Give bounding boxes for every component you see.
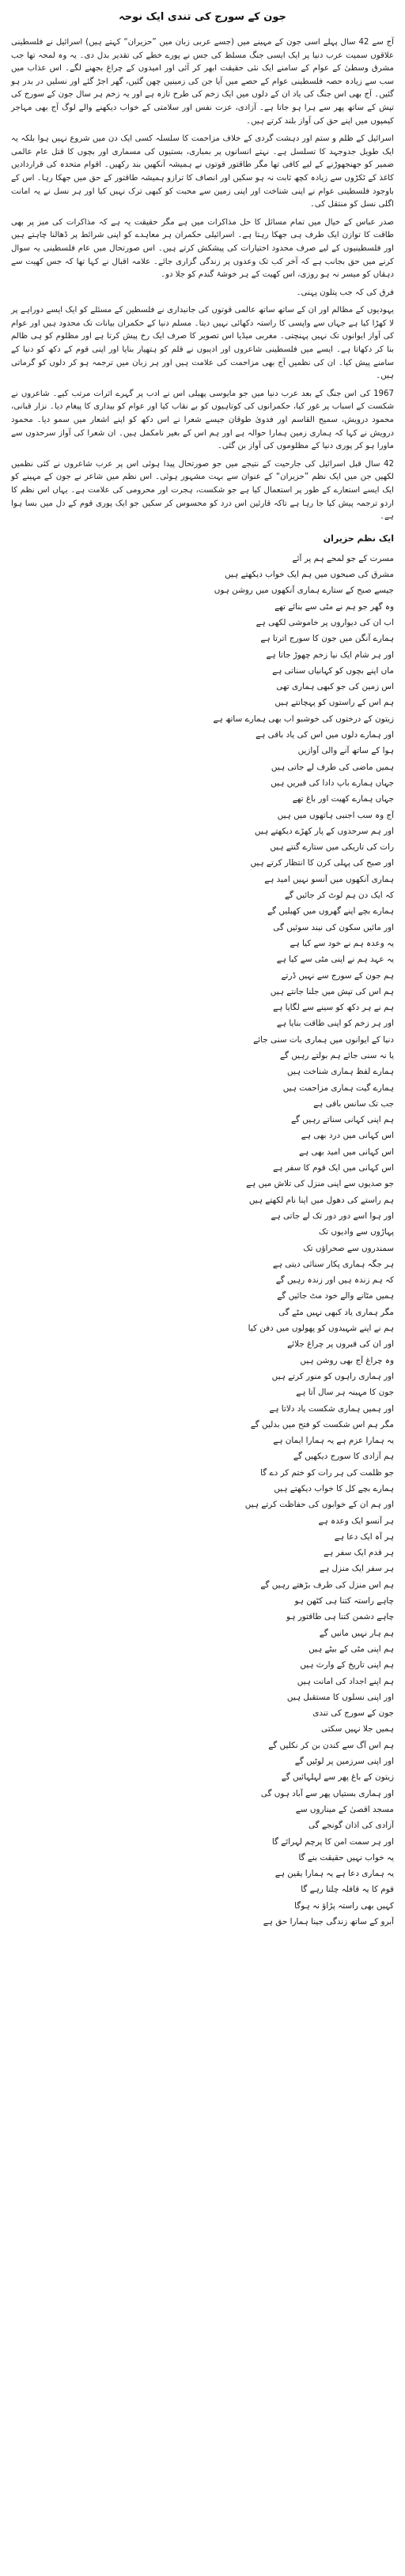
poem-line: مگر ہم اس شکست کو فتح میں بدلیں گے [250, 1419, 394, 1429]
poem-line: سمندروں سے صحراؤں تک [303, 1243, 394, 1253]
poem-line: اور صبح کی پہلی کرن کا انتظار کرتے ہیں [250, 858, 394, 868]
poem-line: ہم ہار نہیں مانیں گے [319, 1628, 394, 1638]
poem-line: پہاڑوں سے وادیوں تک [318, 1227, 394, 1237]
poem-line: ہر آہ ایک دعا ہے [334, 1531, 394, 1542]
poem-line: ہمیں جلا نہیں سکتی [321, 1724, 394, 1734]
poem-line: کہیں بھی راستہ پڑاؤ نہ ہوگا [294, 1900, 394, 1911]
poem-line: جون کا مہینہ ہر سال آتا ہے [296, 1388, 394, 1398]
poem-line: یا نہ سنی جائے ہم بولتے رہیں گے [279, 1050, 394, 1060]
poem-line: ہم اپنی مٹی کے بیٹے ہیں [308, 1644, 394, 1654]
poem-line: اور ہر شام ایک نیا زخم چھوڑ جاتا ہے [266, 650, 394, 660]
poem-line: ہر سفر ایک منزل ہے [320, 1564, 394, 1574]
poem-line: اب ان کی دیواروں پر خاموشی لکھی ہے [255, 617, 394, 627]
poem-line: ہمارے بچے کل کا خواب دیکھتے ہیں [274, 1484, 394, 1493]
poem-title: ایک نظم حزیران [323, 533, 394, 544]
poem-line: ہر قدم ایک سفر ہے [324, 1548, 394, 1558]
poem-line: یہ ہماری دعا ہے یہ ہمارا یقین ہے [274, 1869, 394, 1879]
poem-line: کہ ایک دن ہم لوٹ کر جائیں گے [284, 891, 394, 901]
poem-line: ہم نے ہر دکھ کو سینے سے لگایا ہے [273, 1003, 394, 1013]
poem-line: ہمیں مٹانے والے خود مٹ جائیں گے [277, 1291, 394, 1301]
poem-line: ہم اس کے راستوں کو پہچانتے ہیں [274, 698, 394, 708]
article-body [11, 36, 394, 524]
poem-line: کہ ہم زندہ ہیں اور زندہ رہیں گے [275, 1275, 394, 1286]
poem-line: ہم راستے کی دھول میں اپنا نام لکھتے ہیں [248, 1195, 394, 1205]
article-paragraph: آج سے 42 سال پہلے اسی جون کے مہینے میں (جسے عربی زبان میں ”حزیران“ کہتے ہیں) اسرائیل نے فلسطینی علاقوں سمیت عرب دنیا پر ایک ایسی جنگ مسلط کی جس نے پورے خطے کی تقدیر بدل دی۔ یہ وہ لمحہ تھا جب مشرق وسطیٰ کے عوام کے سامنے ایک نئی حقیقت ابھر کر آئی اور امیدوں کے چراغ بجھنے لگے۔ اس عذاب میں سب سے زیادہ حصہ فلسطینی عوام کے حصے میں آیا جن کی زمینیں چھن گئیں، گھر اجڑ گئے اور نسلیں در بدر ہو گئیں۔ آج بھی اس جنگ کی یاد ان کے دلوں میں ایک زخم کی طرح تازہ ہے اور یہ زخم ہر سال جون کے سورج کی تپش کے ساتھ پھر سے ہرا ہو جاتا ہے۔ آزادی، عزت نفس اور سلامتی کے خواب دیکھنے والے لوگ آج بھی مہاجر کیمپوں میں اپنے حق کی آواز بلند کرتے ہیں۔ [11, 38, 394, 126]
poem-line: ہم جون کے سورج سے نہیں ڈرتے [281, 970, 394, 981]
poem-line: ہم اس کی تپش میں جلنا جانتے ہیں [270, 986, 394, 996]
poem-line: اور اپنی سرزمین پر لوٹیں گے [294, 1757, 394, 1767]
article-title: جون کے سورج کی تندی ایک نوحہ [119, 11, 286, 23]
poem-line: چاہے دشمن کتنا ہی طاقتور ہو [286, 1612, 394, 1622]
poem-line: یہ عہد ہم نے اپنی مٹی سے کیا ہے [276, 955, 394, 965]
poem-line: زیتون کے باغ پھر سے لہلہائیں گے [281, 1772, 394, 1783]
poem-line: اس زمین کی جو کبھی ہماری تھی [276, 682, 394, 692]
article-paragraph: صدر عباس کے خیال میں تمام مسائل کا حل مذاکرات میں ہے مگر حقیقت یہ ہے کہ مذاکرات کی میز پر بھی طاقت کا توازن ایک طرف ہی جھکا رہتا ہے۔ اسرائیلی حکمران ہر معاہدے کو اپنی شرائط پر ڈھالنا چاہتے ہیں اور فلسطینیوں کے لیے صرف محدود اختیارات کی پیشکش کرتے ہیں۔ اس صورتحال میں عام فلسطینی یہ سوال کرنے میں حق بجانب ہے کہ آخر کب تک وعدوں پر زندگی گزاری جائے۔ علامہ اقبال نے کہا تھا کہ جس کھیت سے دہقاں کو میسر نہ ہو روزی، اس کھیت کے ہر خوشۂ گندم کو جلا دو۔ [11, 217, 394, 280]
article-paragraph: اسرائیل کے ظلم و ستم اور دہشت گردی کے خلاف مزاحمت کا سلسلہ کسی ایک دن میں شروع نہیں ہوا بلکہ یہ ایک طویل جدوجہد کا تسلسل ہے۔ نہتے انسانوں پر بمباری، بستیوں کی مسماری اور بچوں کا قتل عام عالمی ضمیر کو جھنجھوڑنے کے لیے کافی تھا مگر طاقتور قوتوں نے ہمیشہ آنکھیں بند رکھیں۔ اقوام متحدہ کی قراردادیں کاغذ کے ٹکڑوں سے زیادہ کچھ ثابت نہ ہو سکیں اور انصاف کا ترازو ہمیشہ طاقتور کے حق میں جھکا رہا۔ اس کے باوجود فلسطینی عوام نے اپنی شناخت اور اپنی زمین سے محبت کو کبھی ترک نہیں کیا اور ہر نسل نے یہ امانت اگلی نسل کو منتقل کی۔ [11, 134, 394, 209]
poem-line: یہ ہمارا عزم ہے یہ ہمارا ایمان ہے [273, 1436, 394, 1446]
poem-line: اس کہانی میں امید بھی ہے [298, 1147, 394, 1157]
poem-line: زیتون کے درختوں کی خوشبو اب بھی ہمارے ساتھ ہے [213, 714, 394, 724]
poem-line: آبرو کے ساتھ زندگی جینا ہمارا حق ہے [263, 1917, 394, 1927]
poem-line: جون کے سورج کی تندی [312, 1708, 394, 1719]
poem-line: ہمارے گیت ہماری مزاحمت ہیں [282, 1083, 394, 1093]
poem-line: اور ہم سرحدوں کے پار کھڑے دیکھتے ہیں [254, 826, 394, 836]
poem-line: ہمارے لفظ ہماری شناخت ہیں [286, 1067, 394, 1077]
poem-line: اور ہماری راہوں کو منور کرتے ہیں [271, 1371, 394, 1381]
poem-line: وہ گھر جو ہم نے مٹی سے بنائے تھے [274, 601, 394, 612]
poem-line: چاہے راستہ کتنا ہی کٹھن ہو [294, 1596, 394, 1606]
poem-line: رات کی تاریکی میں ستارے گنتے ہیں [270, 842, 394, 853]
poem-line: ہم اپنی تاریخ کے وارث ہیں [300, 1660, 394, 1670]
poem-line: جیسے صبح کے ستارے ہماری آنکھوں میں روشن ہوں [214, 586, 394, 596]
poem-line: اس کہانی میں درد بھی ہے [301, 1131, 394, 1141]
poem-line: اور ان کی قبروں پر چراغ جلائے [287, 1339, 394, 1350]
poem-line: اور ہمیں ہماری شکست یاد دلاتا ہے [269, 1403, 394, 1414]
poem-line: جب تک سانس باقی ہے [313, 1098, 394, 1109]
poem-line: اور ہم ان کے خوابوں کی حفاظت کرتے ہیں [244, 1500, 394, 1510]
article-paragraph: 1967 کی اس جنگ کے بعد عرب دنیا میں جو مایوسی پھیلی اس نے ادب پر گہرے اثرات مرتب کیے۔ شاعروں نے شکست کے اسباب پر غور کیا، حکمرانوں کی کوتاہیوں کو بے نقاب کیا اور عوام کو بیداری کا پیغام دیا۔ نزار قبانی، محمود درویش، سمیح القاسم اور فدویٰ طوقان جیسے شعرا نے اس دکھ کو اپنے اشعار میں سمو دیا۔ محمود درویش نے کہا کہ ہماری زمین ہمارا حوالہ ہے اور ہم اس کے بغیر نامکمل ہیں۔ ان شعرا کی آواز سرحدوں سے ماورا ہو کر پوری دنیا کے مظلوموں کی آواز بن گئی۔ [11, 389, 394, 451]
poem-line: ہم اس منزل کی طرف بڑھتے رہیں گے [260, 1580, 394, 1590]
poem-line: آج وہ سب اجنبی ہاتھوں میں ہیں [277, 810, 394, 820]
poem-line: ہم اس آگ سے کندن بن کر نکلیں گے [268, 1740, 394, 1750]
poem-line: ہم آزادی کا سورج دیکھیں گے [293, 1452, 394, 1462]
poem-line: ہماری آنکھوں میں آنسو نہیں امید ہے [264, 874, 394, 884]
poem-line: ہمارے آنگن میں جون کا سورج اترتا ہے [260, 634, 394, 644]
article-paragraph: فرق کی کہ جب پتلون پہنی۔ [296, 288, 394, 297]
poem-line: جو صدیوں سے اپنی منزل کی تلاش میں ہے [246, 1179, 394, 1189]
poem-line: قوم کا یہ قافلہ چلتا رہے گا [301, 1885, 394, 1895]
poem-line: اس کہانی میں ایک قوم کا سفر ہے [273, 1163, 394, 1173]
article-paragraph: 42 سال قبل اسرائیل کی جارحیت کے نتیجے میں جو صورتحال پیدا ہوئی اس پر عرب شاعروں نے کئی نظمیں لکھیں جن میں ایک نظم ”حزیران“ کے عنوان سے بہت مشہور ہوئی۔ اس نظم میں شاعر نے جون کے مہینے کو ایک ایسے استعارے کے طور پر استعمال کیا ہے جو شکست، ہجرت اور محرومی کی علامت ہے۔ یہاں اس نظم کا اردو ترجمہ پیش کیا جا رہا ہے تاکہ قارئین اس درد کو محسوس کر سکیں جو ایک پوری قوم کے دل میں بسا ہوا ہے۔ [11, 459, 394, 522]
poem-line: اور ہمارے دلوں میں اس کی یاد باقی ہے [255, 730, 394, 740]
poem-line: اور اپنی نسلوں کا مستقبل ہیں [286, 1692, 394, 1702]
poem-line: یہ خواب نہیں حقیقت بنے گا [298, 1852, 394, 1862]
poem-line: جہاں ہمارے باپ دادا کی قبریں ہیں [271, 778, 394, 788]
poem-line: ہم اپنی کہانی سناتے رہیں گے [290, 1115, 394, 1125]
poem-line: ہر جگہ ہماری پکار سنائی دیتی ہے [272, 1259, 394, 1269]
poem-line: وہ چراغ آج بھی روشن ہیں [300, 1355, 394, 1365]
poem-line: مگر ہماری یاد کبھی نہیں مٹے گی [278, 1307, 394, 1317]
article-paragraph: یہودیوں کے مظالم اور ان کے ساتھ ساتھ عالمی قوتوں کی جانبداری نے فلسطین کے مسئلے کو ایک ایسے دوراہے پر لا کھڑا کیا ہے جہاں سے واپسی کا راستہ دکھائی نہیں دیتا۔ مسلم دنیا کے حکمران بیانات تک محدود ہیں اور عوام کی آواز ایوانوں تک نہیں پہنچتی۔ مغربی میڈیا اس تصویر کا صرف ایک رخ پیش کرتا ہے اور مظلوم کو ہی ظالم بنا کر دکھاتا ہے۔ ایسے میں فلسطینی شاعروں اور ادیبوں نے قلم کو ہتھیار بنایا اور اپنی قوم کے دکھ کو دنیا کے سامنے پیش کیا۔ ان کی نظمیں آج بھی مزاحمت کی علامت ہیں اور ہر زبان میں ترجمہ ہو کر دلوں کو گرماتی ہیں۔ [11, 306, 394, 381]
poem-line: ماں اپنے بچوں کو کہانیاں سناتی ہے [272, 665, 394, 676]
poem-line: ہم اپنے اجداد کی امانت ہیں [297, 1676, 394, 1686]
poem-line: مشرق کی صبحوں میں ہم ایک خواب دیکھتے ہیں [225, 570, 394, 580]
poem-line: اور ہماری بستیاں پھر سے آباد ہوں گی [260, 1788, 394, 1798]
poem-line: ہمارے بچے اپنے گھروں میں کھیلیں گے [267, 906, 394, 917]
poem-line: مسجد اقصیٰ کے میناروں سے [295, 1804, 394, 1814]
poem-line: ہمیں ماضی کی طرف لے جاتی ہیں [271, 762, 394, 772]
poem-line: اور ہر سمت امن کا پرچم لہرائے گا [271, 1836, 394, 1847]
poem-line: اور ہوا اسے دور دور تک لے جاتی ہے [271, 1211, 394, 1221]
poem-line: جو ظلمت کی ہر رات کو ختم کر دے گا [260, 1467, 394, 1478]
poem-line: اور ہر زخم کو اپنی طاقت بنایا ہے [276, 1019, 394, 1029]
poem-line: مسرت کے جو لمحے ہم پر آئے [292, 553, 394, 563]
poem [11, 551, 394, 1930]
poem-line: ہم نے اپنے شہیدوں کو پھولوں میں دفن کیا [248, 1324, 394, 1334]
poem-line: ہوا کے ساتھ آنے والی آوازیں [297, 746, 394, 756]
poem-line: جہاں ہمارے کھیت اور باغ تھے [292, 794, 394, 804]
poem-line: ہر آنسو ایک وعدہ ہے [318, 1516, 394, 1526]
poem-line: اور مائیں سکون کی نیند سوئیں گی [273, 922, 394, 932]
poem-line: آزادی کی اذان گونجے گی [308, 1821, 394, 1831]
poem-line: یہ وعدہ ہم نے خود سے کیا ہے [290, 938, 394, 948]
poem-line: دنیا کے ایوانوں میں ہماری بات سنی جائے [253, 1034, 394, 1045]
